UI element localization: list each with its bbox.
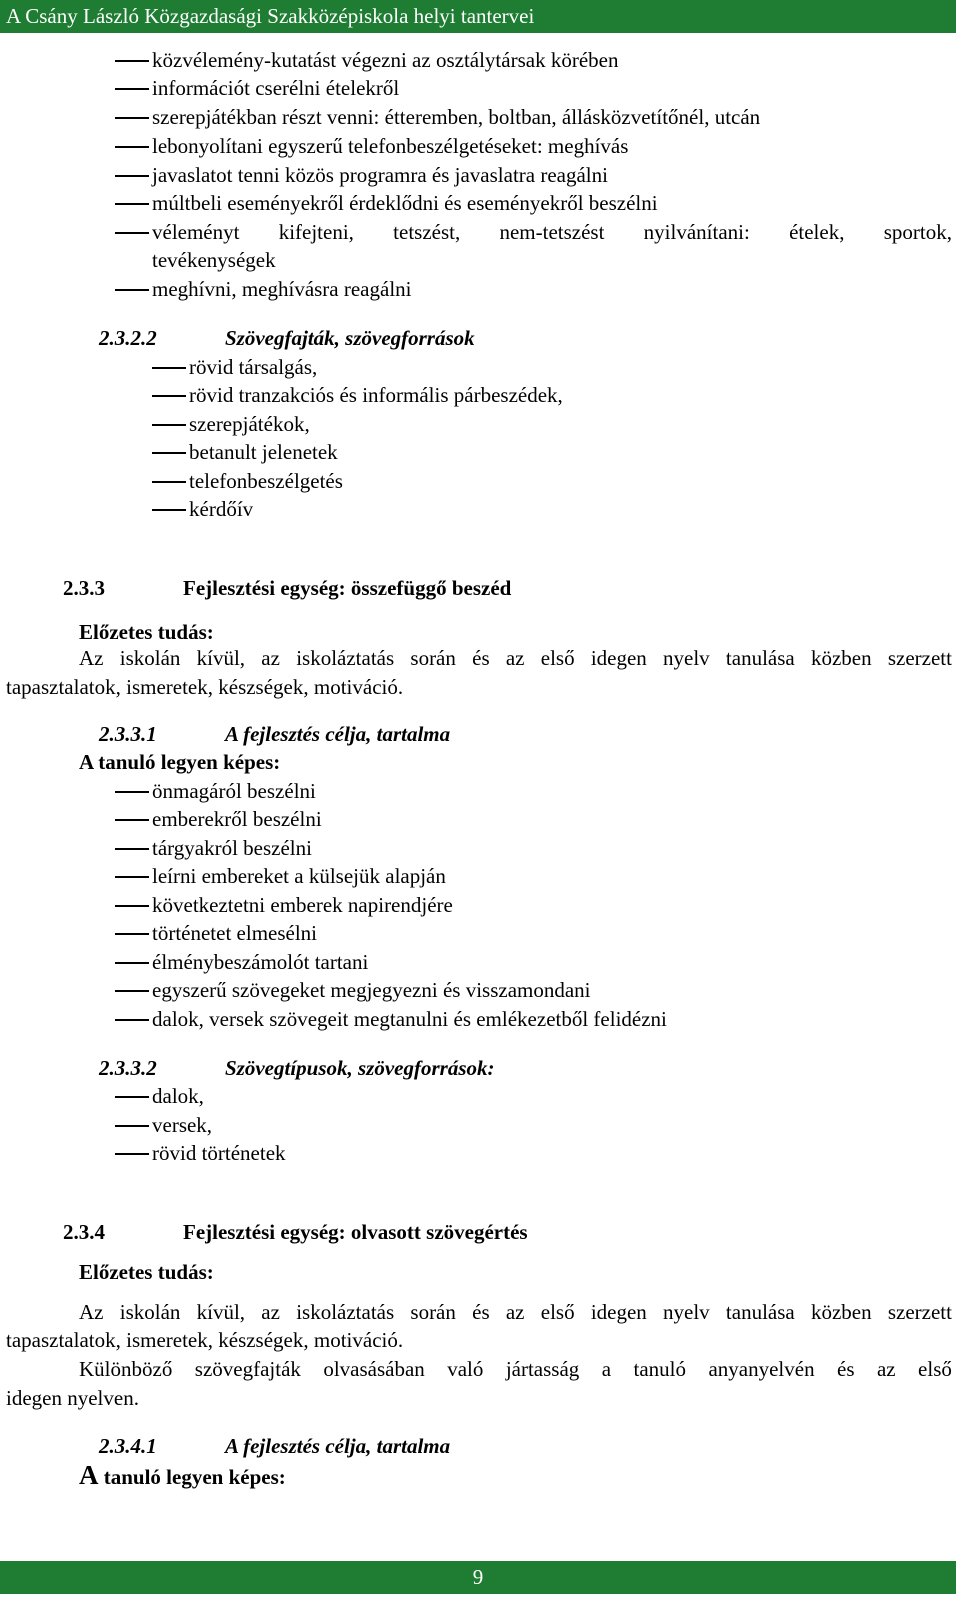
page-number: 9 <box>472 1565 484 1589</box>
word: sportok, <box>883 220 952 244</box>
list-item: múltbeli eseményekről érdeklődni és eseményekről beszélni <box>152 191 658 215</box>
word: kifejteni, <box>278 220 354 244</box>
list-bullet-dash <box>115 990 149 992</box>
section-number-2-3-3: 2.3.3 <box>63 576 105 600</box>
prior-knowledge-label-2-3-3: Előzetes tudás: <box>79 620 214 644</box>
list-bullet-dash <box>152 424 186 426</box>
word: szerzett <box>887 1300 952 1324</box>
list-bullet-dash <box>115 819 149 821</box>
prior-knowledge-p1-line1-2-3-4 <box>79 1299 952 1325</box>
word: nyelv <box>663 646 710 670</box>
word: nyilvánítani: <box>643 220 750 244</box>
list-bullet-dash <box>115 203 149 205</box>
prior-knowledge-line1-2-3-3 <box>79 645 952 671</box>
learner-heading-2-3-3-1: A tanuló legyen képes: <box>79 750 281 774</box>
word: olvasásában <box>323 1357 425 1381</box>
list-bullet-dash <box>115 876 149 878</box>
section-title-2-3-3-2: Szövegtípusok, szövegforrások: <box>225 1056 495 1080</box>
list-item: meghívni, meghívásra reagálni <box>152 277 412 301</box>
list-item: tárgyakról beszélni <box>152 836 312 860</box>
page-footer <box>0 1561 956 1594</box>
prior-knowledge-p2-line2-2-3-4: idegen nyelven. <box>6 1386 139 1410</box>
list-bullet-dash <box>152 452 186 454</box>
list-item: rövid történetek <box>152 1141 286 1165</box>
list-bullet-dash <box>115 146 149 148</box>
word: az <box>261 1300 280 1324</box>
list-item: szerepjátékok, <box>189 412 310 436</box>
list-bullet-dash <box>115 1096 149 1098</box>
word: tanulása <box>725 1300 795 1324</box>
list-item: egyszerű szövegeket megjegyezni és visszamondani <box>152 978 591 1002</box>
word: tanuló <box>633 1357 687 1381</box>
prior-knowledge-p2-line1-2-3-4 <box>79 1356 952 1382</box>
word: jártasság <box>505 1357 580 1381</box>
list-item: közvélemény-kutatást végezni az osztálytársak körében <box>152 48 619 72</box>
word: ételek, <box>789 220 845 244</box>
learner-heading-initial: A <box>79 1460 99 1490</box>
section-title-2-3-3-1: A fejlesztés célja, tartalma <box>225 722 451 746</box>
list-item: lebonyolítani egyszerű telefonbeszélgetéseket: meghívás <box>152 134 629 158</box>
section-number-2-3-3-1: 2.3.3.1 <box>99 722 157 746</box>
word: nem-tetszést <box>499 220 605 244</box>
list-item: versek, <box>152 1113 213 1137</box>
list-bullet-dash <box>115 175 149 177</box>
section-title-2-3-2-2: Szövegfajták, szövegforrások <box>225 326 475 350</box>
word: során <box>410 1300 456 1324</box>
word: szövegfajták <box>194 1357 301 1381</box>
list-bullet-dash <box>152 481 186 483</box>
list-bullet-dash <box>115 117 149 119</box>
word: során <box>410 646 456 670</box>
word: nyelv <box>663 1300 710 1324</box>
word: véleményt <box>152 220 240 244</box>
word: kívül, <box>196 1300 246 1324</box>
list-item: dalok, versek szövegeit megtanulni és emlékezetből felidézni <box>152 1007 667 1031</box>
section-number-2-3-4: 2.3.4 <box>63 1220 105 1244</box>
word: és <box>472 646 490 670</box>
word: Az <box>79 646 104 670</box>
list-item: javaslatot tenni közös programra és javaslatra reagálni <box>152 163 608 187</box>
word: iskoláztatás <box>296 1300 395 1324</box>
word: közben <box>810 1300 872 1324</box>
word: iskoláztatás <box>296 646 395 670</box>
list-item: élménybeszámolót tartani <box>152 950 369 974</box>
word: Különböző <box>79 1357 173 1381</box>
word: idegen <box>590 646 647 670</box>
word: közben <box>810 646 872 670</box>
list-bullet-dash <box>115 1019 149 1021</box>
word: iskolán <box>119 1300 181 1324</box>
list-bullet-dash <box>115 962 149 964</box>
word: első <box>918 1357 952 1381</box>
list-bullet-dash <box>115 905 149 907</box>
word: az <box>261 646 280 670</box>
list-item: emberekről beszélni <box>152 807 322 831</box>
list-item: önmagáról beszélni <box>152 779 316 803</box>
word: első <box>540 646 575 670</box>
list-bullet-dash <box>115 232 149 234</box>
list-item: következtetni emberek napirendjére <box>152 893 453 917</box>
list-item-continuation: tevékenységek <box>152 248 276 272</box>
list-bullet-dash <box>115 60 149 62</box>
section-title-2-3-4-1: A fejlesztés célja, tartalma <box>225 1434 451 1458</box>
list-bullet-dash <box>115 1125 149 1127</box>
word: és <box>472 1300 490 1324</box>
header-title: A Csány László Közgazdasági Szakközépiskola helyi tantervei <box>6 4 535 28</box>
word: anyanyelvén <box>708 1357 815 1381</box>
section-number-2-3-4-1: 2.3.4.1 <box>99 1434 157 1458</box>
section-title-2-3-3: Fejlesztési egység: összefüggő beszéd <box>183 576 512 600</box>
list-bullet-dash <box>152 395 186 397</box>
list-item: telefonbeszélgetés <box>189 469 343 493</box>
prior-knowledge-label-2-3-4: Előzetes tudás: <box>79 1260 214 1284</box>
list-item: betanult jelenetek <box>189 440 338 464</box>
list-item: szerepjátékban részt venni: étteremben, boltban, állásközvetítőnél, utcán <box>152 105 761 129</box>
list-item: rövid tranzakciós és informális párbeszédek, <box>189 383 563 407</box>
list-item: dalok, <box>152 1084 204 1108</box>
list-bullet-dash <box>115 791 149 793</box>
list-bullet-dash <box>115 88 149 90</box>
list-bullet-dash <box>115 289 149 291</box>
list-bullet-dash <box>152 509 186 511</box>
list-bullet-dash <box>115 848 149 850</box>
section-number-2-3-3-2: 2.3.3.2 <box>99 1056 157 1080</box>
word: tanulása <box>725 646 795 670</box>
word: az <box>505 1300 525 1324</box>
word: idegen <box>590 1300 647 1324</box>
list-item: kérdőív <box>189 497 254 521</box>
list-item: leírni embereket a külsejük alapján <box>152 864 446 888</box>
list-item-justified <box>152 219 952 245</box>
prior-knowledge-line2-2-3-3: tapasztalatok, ismeretek, készségek, motiváció. <box>6 675 404 699</box>
page-header <box>0 0 956 33</box>
word: az <box>505 646 525 670</box>
word: Az <box>79 1300 104 1324</box>
word: iskolán <box>119 646 181 670</box>
learner-heading-2-3-4-1 <box>79 1462 286 1490</box>
list-bullet-dash <box>115 1153 149 1155</box>
list-item: információt cserélni ételekről <box>152 76 400 100</box>
word: a <box>601 1357 612 1381</box>
list-item: történetet elmesélni <box>152 921 318 945</box>
word: kívül, <box>196 646 246 670</box>
learner-heading-rest: tanuló legyen képes: <box>103 1465 286 1489</box>
section-number-2-3-2-2: 2.3.2.2 <box>99 326 157 350</box>
list-bullet-dash <box>152 367 186 369</box>
list-item: rövid társalgás, <box>189 355 318 379</box>
word: szerzett <box>887 646 952 670</box>
word: tetszést, <box>393 220 461 244</box>
word: az <box>876 1357 896 1381</box>
section-title-2-3-4: Fejlesztési egység: olvasott szövegértés <box>183 1220 528 1244</box>
prior-knowledge-p1-line2-2-3-4: tapasztalatok, ismeretek, készségek, motiváció. <box>6 1328 404 1352</box>
word: és <box>837 1357 855 1381</box>
word: első <box>540 1300 575 1324</box>
list-bullet-dash <box>115 933 149 935</box>
word: való <box>447 1357 484 1381</box>
